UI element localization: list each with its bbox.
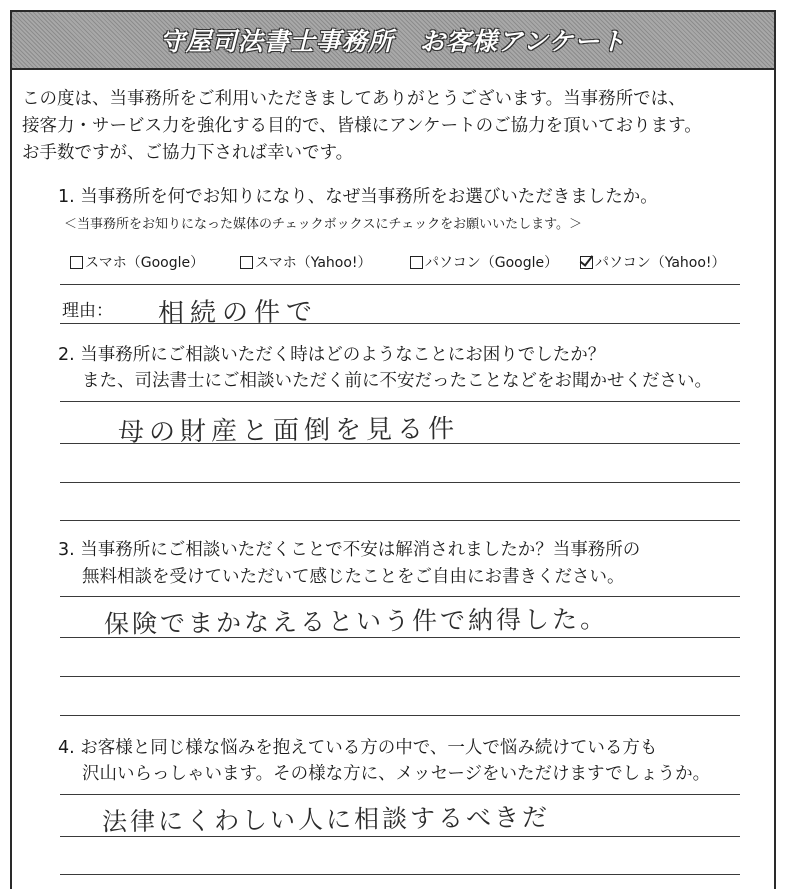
- checkbox-pc-yahoo[interactable]: [580, 256, 593, 269]
- intro-line-2: 接客力・サービス力を強化する目的で、皆様にアンケートのご協力を頂いております。: [22, 116, 702, 136]
- rule: [60, 637, 740, 638]
- option-label: スマホ（Google）: [85, 255, 205, 271]
- rule: [60, 794, 740, 795]
- rule: [60, 596, 740, 597]
- rule: [60, 520, 740, 521]
- rule: [60, 284, 740, 285]
- rule: [60, 482, 740, 483]
- intro-line-1: この度は、当事務所をご利用いただきましてありがとうございます。当事務所では、: [22, 89, 686, 109]
- rule: [60, 323, 740, 324]
- rule: [60, 401, 740, 402]
- intro-text: [22, 86, 762, 167]
- q1-handwritten-answer: 相続の件で: [157, 297, 319, 329]
- q3-heading-line-1: 3. 当事務所にご相談いただくことで不安は解消されましたか？当事務所の: [58, 540, 641, 560]
- option-label: スマホ（Yahoo!）: [255, 255, 372, 271]
- title-bar: [12, 12, 774, 70]
- option-label: パソコン（Google）: [425, 255, 559, 271]
- option-smartphone-google[interactable]: [70, 252, 204, 272]
- intro-line-3: お手数ですが、ご協力下されば幸いです。: [22, 143, 354, 163]
- reason-label: 理由：: [62, 301, 113, 321]
- rule: [60, 443, 740, 444]
- q4-heading-line-2: 沢山いらっしゃいます。その様な方に、メッセージをいただけますでしょうか。: [82, 764, 711, 784]
- option-pc-google[interactable]: [410, 252, 558, 272]
- q4-heading-line-1: 4. お客様と同じ様な悩みを抱えている方の中で、一人で悩み続けている方も: [58, 738, 658, 758]
- q1-heading: 1. 当事務所を何でお知りになり、なぜ当事務所をお選びいただきましたか。: [58, 187, 658, 207]
- option-smartphone-yahoo[interactable]: [240, 252, 372, 272]
- q3-handwritten-answer: 保険でまかなえるという件で納得した。: [103, 604, 609, 639]
- option-label: パソコン（Yahoo!）: [595, 255, 726, 271]
- q1-media-options: [60, 252, 740, 274]
- rule: [60, 836, 740, 837]
- page-title: 守屋司法書士事務所 お客様アンケート: [159, 27, 627, 56]
- q2-heading-line-1: 2. 当事務所にご相談いただく時はどのようなことにお困りでしたか？: [58, 345, 606, 365]
- checkbox-smartphone-yahoo[interactable]: [240, 256, 253, 269]
- rule: [60, 874, 740, 875]
- q2-heading-line-2: また、司法書士にご相談いただく前に不安だったことなどをお聞かせください。: [82, 371, 712, 391]
- q1-note: ＜当事務所をお知りになった媒体のチェックボックスにチェックをお願いいたします。＞: [64, 217, 583, 232]
- rule: [60, 676, 740, 677]
- checkbox-pc-google[interactable]: [410, 256, 423, 269]
- option-pc-yahoo[interactable]: [580, 252, 726, 272]
- checkbox-smartphone-google[interactable]: [70, 256, 83, 269]
- q3-heading-line-2: 無料相談を受けていただいて感じたことをご自由にお書きください。: [82, 567, 625, 587]
- q2-handwritten-answer: 母の財産と面倒を見る件: [117, 414, 460, 448]
- q4-handwritten-answer: 法律にくわしい人に相談するべきだ: [101, 802, 551, 837]
- rule: [60, 715, 740, 716]
